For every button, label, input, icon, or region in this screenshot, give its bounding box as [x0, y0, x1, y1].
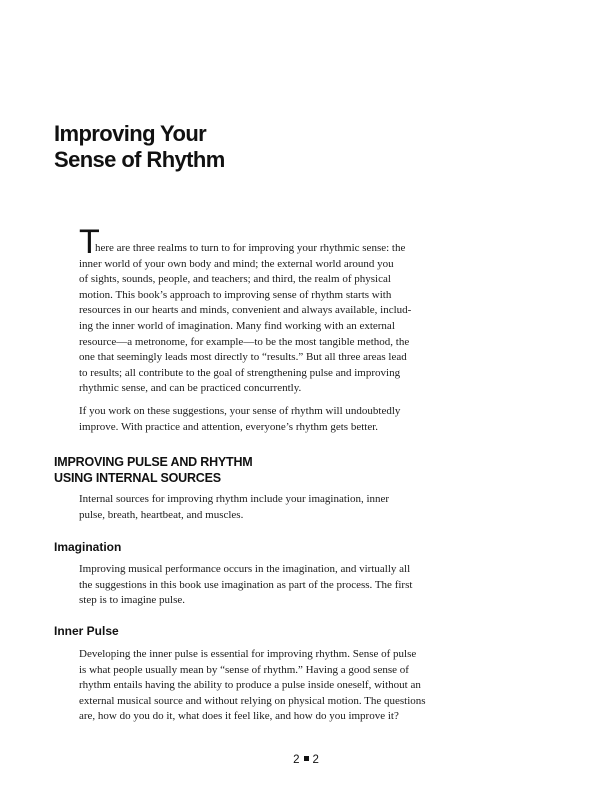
imagination-line: the suggestions in this book use imagination as part of the process. The first: [79, 578, 413, 591]
section-heading-line-2: USING INTERNAL SOURCES: [54, 471, 221, 485]
page-footer: [0, 754, 612, 766]
inner-pulse-line: rhythm entails having the ability to produce a pulse inside oneself, without an: [79, 679, 421, 692]
chapter-title: [54, 121, 225, 173]
subheading-imagination: Imagination: [54, 540, 122, 554]
intro-p1-line: here are three realms to turn to for improving your rhythmic sense: the: [95, 242, 406, 254]
intro-p1-line: resources in our hearts and minds, convenient and always available, includ-: [79, 304, 412, 317]
chapter-number: 2: [293, 754, 300, 766]
intro-p1-line: inner world of your own body and mind; the external world around you: [79, 257, 394, 270]
internal-sources-line: Internal sources for improving rhythm include your imagination, inner: [79, 493, 390, 505]
drop-cap: T: [79, 223, 100, 261]
intro-p1-line: to results; all contribute to the goal of strengthening pulse and improving: [79, 366, 401, 379]
inner-pulse-line: are, how do you do it, what does it feel like, and how do you improve it?: [79, 710, 399, 723]
intro-paragraph-2: [79, 404, 439, 435]
intro-p1-line: motion. This book’s approach to improving sense of rhythm starts with: [79, 288, 392, 301]
intro-p1-line: one that seemingly leads most directly to “results.” But all three areas lead: [79, 351, 407, 364]
imagination-line: Improving musical performance occurs in the imagination, and virtually all: [79, 563, 411, 575]
intro-paragraph-1: [79, 223, 439, 397]
internal-sources-line: pulse, breath, heartbeat, and muscles.: [79, 508, 244, 521]
chapter-title-line-1: Improving Your: [54, 121, 207, 146]
intro-p2-line: If you work on these suggestions, your sense of rhythm will undoubtedly: [79, 404, 401, 417]
page-number: 2: [312, 754, 319, 766]
imagination-paragraph: [79, 562, 441, 609]
inner-pulse-paragraph: [79, 647, 441, 725]
intro-p1-line: ing the inner world of imagination. Many find working with an external: [79, 319, 395, 332]
inner-pulse-line: Developing the inner pulse is essential for improving rhythm. Sense of pulse: [79, 648, 417, 660]
intro-p1-line: resource—a metronome, for example—to be the most tangible method, the: [79, 335, 410, 348]
intro-p1-line: of sights, sounds, people, and teachers; and third, the realm of physical: [79, 273, 391, 286]
internal-sources-paragraph: [79, 492, 441, 523]
subheading-inner-pulse: Inner Pulse: [54, 624, 119, 638]
inner-pulse-line: external musical source and without relying on physical motion. The questions: [79, 694, 426, 707]
chapter-title-line-2: Sense of Rhythm: [54, 147, 225, 172]
section-heading-line-1: IMPROVING PULSE AND RHYTHM: [54, 455, 253, 469]
inner-pulse-line: is what people usually mean by “sense of rhythm.” Having a good sense of: [79, 663, 409, 676]
imagination-line: step is to imagine pulse.: [79, 594, 186, 607]
intro-section: [79, 223, 439, 435]
section-heading-internal-sources: [54, 454, 253, 486]
intro-p1-line: rhythmic sense, and can be practiced concurrently.: [79, 382, 302, 395]
intro-p2-line: improve. With practice and attention, everyone’s rhythm gets better.: [79, 420, 379, 433]
square-separator-icon: [304, 756, 309, 761]
